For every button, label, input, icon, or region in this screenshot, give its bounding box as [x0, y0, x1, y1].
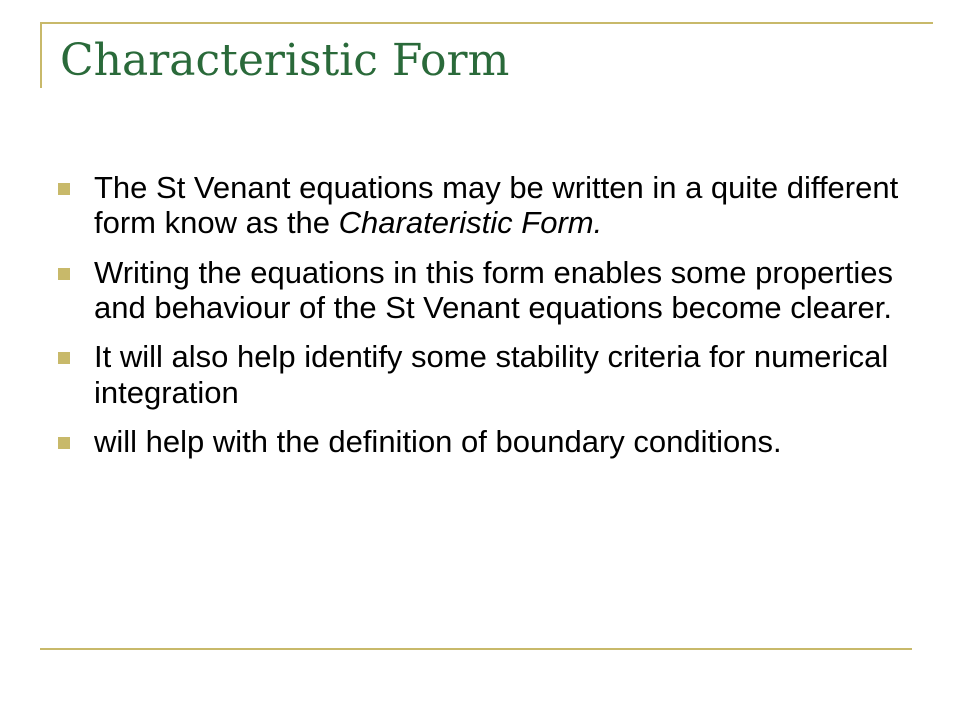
bullet-text: will help with the definition of boundary conditions. — [94, 423, 782, 459]
square-bullet-icon — [58, 352, 70, 364]
bullet-list — [58, 170, 908, 473]
square-bullet-icon — [58, 437, 70, 449]
bullet-item-2 — [58, 255, 908, 326]
left-divider — [40, 22, 42, 88]
square-bullet-icon — [58, 183, 70, 195]
bullet-italic-text: Charateristic Form. — [338, 205, 603, 241]
bottom-divider — [40, 648, 912, 650]
bullet-text: The St Venant equations may be written in a quite different form know as the — [94, 170, 899, 241]
slide-title: Characteristic Form — [60, 35, 510, 86]
bullet-item-4 — [58, 424, 908, 459]
bullet-text: Writing the equations in this form enables some properties and behaviour of the St Venant equations become clearer. — [94, 254, 893, 325]
square-bullet-icon — [58, 268, 70, 280]
top-divider — [40, 22, 933, 24]
bullet-item-1 — [58, 170, 908, 241]
bullet-item-3 — [58, 339, 908, 410]
bullet-text: It will also help identify some stability criteria for numerical integration — [94, 339, 889, 410]
